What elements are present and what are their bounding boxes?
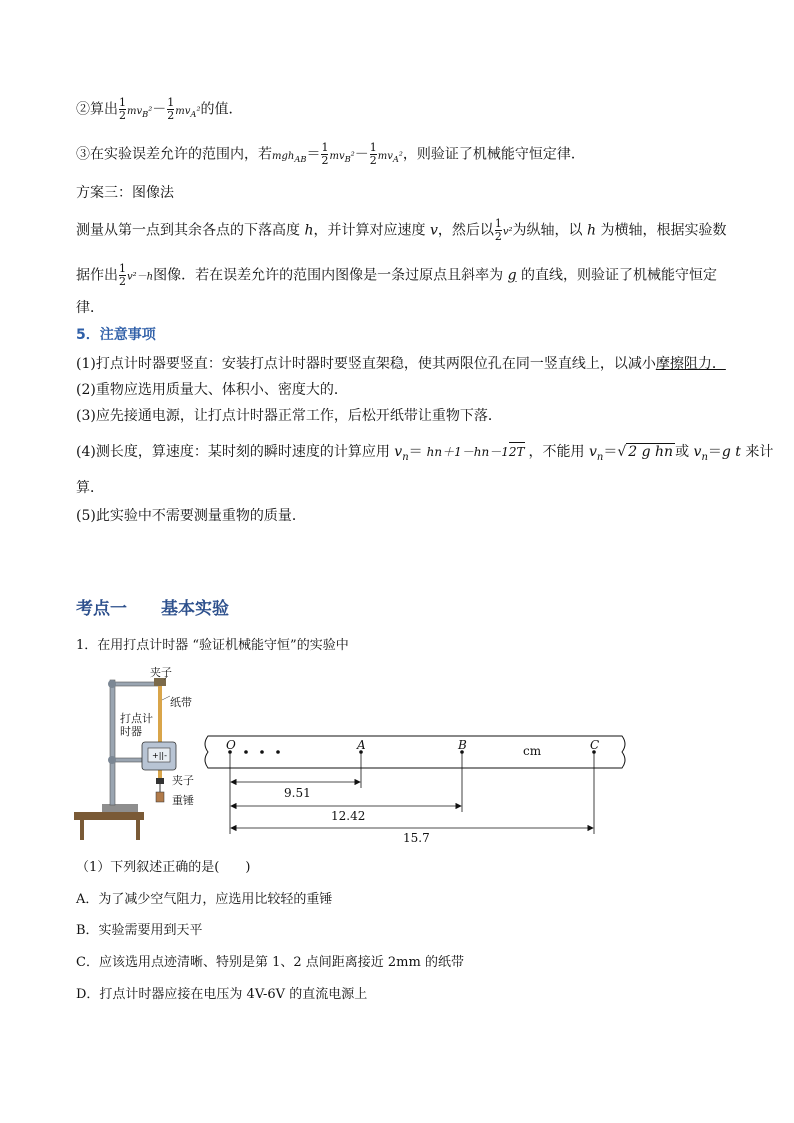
stand-base	[102, 804, 138, 812]
text-segment: (4)测长度，算速度：某时刻的瞬时速度的计算应用	[76, 444, 390, 460]
label-clip-top: 夹子	[150, 666, 172, 679]
text-segment: ②算出	[76, 101, 118, 118]
text-segment: 来计	[745, 444, 774, 460]
text-segment: 图像．若在误差允许的范围内图像是一条过原点且斜率为	[153, 267, 504, 284]
text-segment: ，并计算对应速度	[313, 222, 426, 239]
fraction: $\frac{1}{2}$	[167, 96, 175, 122]
var-v: v	[429, 222, 438, 239]
kaodian-label: 考点一	[76, 599, 127, 619]
section-notes-heading: 5．注意事项	[76, 327, 156, 343]
weight	[156, 792, 164, 802]
table-leg	[80, 820, 84, 840]
text-segment: ，不能用	[528, 444, 585, 460]
text-segment: ，然后以	[437, 222, 494, 239]
tape-label-C: C	[590, 738, 600, 752]
fraction: hn＋1－hn－12T	[427, 444, 525, 460]
formula-term: $mv_A^2$	[175, 105, 201, 119]
label-timer: 打点计时器	[120, 712, 153, 738]
text-segment: 为纵轴，以	[512, 222, 583, 239]
option-D[interactable]: D．打点计时器应接在电压为 4V-6V 的直流电源上	[76, 987, 368, 1002]
fraction: $\frac{1}{2}$	[119, 262, 126, 288]
formula-term: g t	[721, 444, 741, 460]
tape-label-A: A	[357, 738, 366, 752]
stand-pole	[110, 680, 115, 805]
note-1	[76, 354, 726, 374]
text-segment: (1)打点计时器要竖直：安装打点计时器时要竖直架稳，使其两限位孔在同一竖直线上，以减小	[76, 356, 656, 372]
distance-OB: 12.42	[331, 809, 366, 823]
dot	[260, 750, 264, 754]
apparatus-figure	[72, 660, 202, 840]
distance-OC: 15.7	[403, 831, 430, 845]
question-1: 1．在用打点计时器 “验证机械能守恒”的实验中	[76, 638, 349, 653]
note-4: (4)测长度，算速度：某时刻的瞬时速度的计算应用 $v_n= hn+1-hn-12T$ ，不能用 $v_n=√$ 2 g hn 或 $v_n=g$ t 来计	[76, 444, 774, 463]
var-h: h	[586, 222, 597, 239]
formula-term: $mv_B^2$	[127, 105, 153, 119]
paragraph-line	[76, 218, 726, 243]
fraction: $\frac{1}{2}$	[369, 141, 377, 167]
text-segment: 为横轴，根据实验数	[600, 222, 727, 239]
label-weight: 重锤	[172, 794, 194, 807]
var-g: g	[507, 267, 517, 284]
formula-term: v²－h	[127, 271, 154, 283]
kaodian-heading	[76, 594, 263, 619]
dot	[276, 750, 280, 754]
text-segment: 或	[675, 444, 690, 460]
option-A[interactable]: A．为了减少空气阻力，应选用比较轻的重锤	[76, 892, 333, 907]
leader-line	[162, 696, 170, 700]
fraction: $\frac{1}{2}$	[321, 141, 329, 167]
fraction: $\frac{1}{2}$	[119, 96, 126, 122]
formula-term: $v_n$	[394, 444, 409, 463]
scheme-three-heading: 方案三：图像法	[76, 185, 174, 201]
formula-line-verify: ③在实验误差允许的范围内，若mgh$_{AB}$＝ $\frac{1}{2}$ $mv_B^2-$ $\frac{1}{2}$ $mv_A^2$，则验证了机械能守恒定律．	[76, 141, 585, 167]
stand-arm	[112, 682, 160, 686]
formula-term: $v_n$	[588, 444, 604, 463]
clamp-knob	[108, 680, 116, 688]
var-h: h	[304, 222, 314, 239]
option-B[interactable]: B．实验需要用到天平	[76, 923, 203, 938]
text-segment: 据作出	[76, 267, 118, 284]
formula-term: $mv_B^2$	[329, 150, 355, 164]
formula-term: $v_n$	[693, 444, 708, 463]
note-2: (2)重物应选用质量大、体积小、密度大的．	[76, 382, 348, 398]
text-segment: 的值．	[200, 101, 243, 118]
bottom-clip	[156, 778, 164, 784]
tape-label-O: O	[226, 738, 236, 752]
note-4-cont: 算．	[76, 480, 104, 496]
text-segment: 的直线，则验证了机械能守恒定	[520, 267, 717, 284]
note-3: (3)应先接通电源，让打点计时器正常工作，后松开纸带让重物下落．	[76, 408, 502, 424]
tape-unit: cm	[523, 744, 542, 758]
timer-symbol: +||-	[152, 751, 167, 760]
tape-outline	[205, 736, 625, 768]
kaodian-title: 基本实验	[161, 599, 229, 619]
table-leg	[136, 820, 140, 840]
paragraph-line	[76, 263, 717, 288]
paragraph-line: 律．	[76, 300, 104, 316]
label-clip-bottom: 夹子	[172, 774, 194, 787]
dot	[244, 750, 248, 754]
table-top	[74, 812, 144, 820]
distance-OA: 9.51	[284, 786, 311, 800]
fraction: $\frac{1}{2}$	[494, 217, 502, 243]
formula-term: v²	[502, 226, 513, 238]
label-tape: 纸带	[170, 696, 192, 709]
formula-term: mgh$_{AB}$	[272, 150, 307, 164]
clamp-knob	[108, 756, 116, 764]
stand-arm	[112, 758, 142, 762]
underlined-text: 摩擦阻力．	[655, 356, 726, 372]
option-C[interactable]: C．应该选用点迹清晰、特别是第 1、2 点间距离接近 2mm 的纸带	[76, 955, 464, 970]
sqrt-term: 2 g hn	[628, 444, 674, 460]
formula-term: $mv_A^2$	[377, 150, 403, 164]
sub-question-1: （1）下列叙述正确的是( )	[76, 860, 251, 875]
formula-line-compute: ②算出 $\frac{1}{2}$ $mv_B^2-$ $\frac{1}{2}$ $mv_A^2$的值．	[76, 96, 243, 122]
note-5: (5)此实验中不需要测量重物的质量．	[76, 508, 306, 524]
text-segment: ，则验证了机械能守恒定律．	[402, 146, 585, 163]
text-segment: 测量从第一点到其余各点的下落高度	[76, 222, 300, 239]
text-segment: ③在实验误差允许的范围内，若	[76, 146, 272, 163]
tape-label-B: B	[458, 738, 467, 752]
